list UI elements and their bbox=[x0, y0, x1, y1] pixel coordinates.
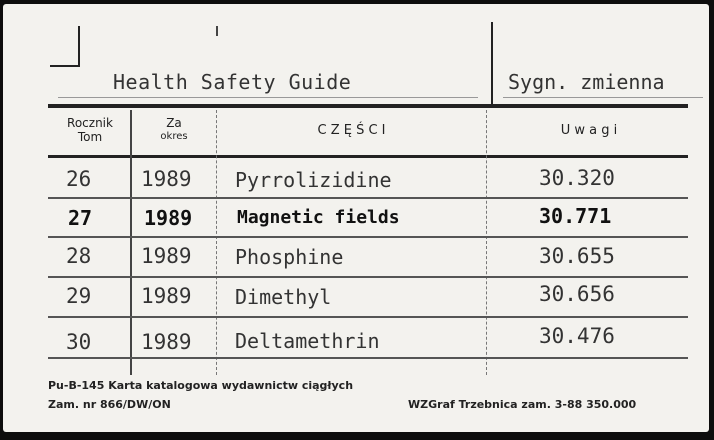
table-row-za: 1989 bbox=[141, 167, 192, 191]
footer-printer: WZGraf Trzebnica zam. 3-88 350.000 bbox=[408, 398, 637, 411]
table-row-rocznik: 27 bbox=[68, 206, 93, 230]
header-top-rule bbox=[48, 104, 688, 108]
table-row-rocznik: 28 bbox=[66, 244, 92, 268]
table-row-rocznik: 26 bbox=[66, 167, 92, 191]
table-row-uwagi: 30.771 bbox=[539, 204, 612, 228]
header-rocznik-line2: Tom bbox=[77, 130, 103, 144]
footer-form-label: Pu-B-145 Karta katalogowa wydawnictw ciągłych bbox=[48, 379, 354, 392]
table-row-za: 1989 bbox=[141, 330, 192, 354]
col-divider-3 bbox=[486, 110, 487, 375]
card-title: Health Safety Guide bbox=[113, 70, 352, 94]
table-row-za: 1989 bbox=[141, 284, 192, 308]
title-underline bbox=[58, 97, 478, 98]
header-rocznik-line1: Rocznik bbox=[67, 116, 113, 130]
row-rule-1 bbox=[48, 197, 688, 199]
table-row-za: 1989 bbox=[141, 244, 192, 268]
header-za-line2: okres bbox=[160, 131, 188, 142]
corner-mark-base bbox=[50, 65, 80, 67]
table-row-za: 1989 bbox=[144, 206, 193, 230]
table-row-czesci: Pyrrolizidine bbox=[235, 168, 392, 192]
sygnatura-underline bbox=[503, 97, 703, 98]
header-uwagi: U w a g i bbox=[560, 123, 618, 138]
catalog-card bbox=[3, 4, 709, 432]
table-row-uwagi: 30.320 bbox=[539, 166, 615, 190]
header-czesci: C Z Ę Ś C I bbox=[317, 123, 386, 138]
row-rule-4 bbox=[48, 316, 688, 318]
footer-order-number: Zam. nr 866/DW/ON bbox=[48, 398, 171, 411]
row-rule-3 bbox=[48, 276, 688, 278]
sygnatura-divider bbox=[491, 22, 493, 106]
table-row-rocznik: 29 bbox=[66, 284, 92, 308]
row-rule-2 bbox=[48, 236, 688, 238]
table-row-uwagi: 30.655 bbox=[539, 244, 615, 268]
tick-mark bbox=[216, 26, 218, 36]
table-row-czesci: Phosphine bbox=[235, 245, 344, 269]
table-row-rocznik: 30 bbox=[66, 330, 92, 354]
col-divider-1 bbox=[130, 110, 132, 375]
table-row-uwagi: 30.476 bbox=[539, 324, 615, 348]
corner-mark bbox=[78, 26, 80, 66]
header-za bbox=[133, 116, 215, 144]
col-divider-2 bbox=[216, 110, 217, 375]
table-row-czesci: Deltamethrin bbox=[235, 329, 380, 353]
table-row-uwagi: 30.656 bbox=[539, 282, 615, 306]
sygnatura-label: Sygn. zmienna bbox=[508, 70, 665, 94]
header-bottom-rule bbox=[48, 155, 688, 158]
header-rocznik bbox=[51, 116, 129, 144]
table-row-czesci: Dimethyl bbox=[235, 285, 332, 309]
table-row-czesci: Magnetic fields bbox=[237, 207, 400, 228]
header-za-line1: Za bbox=[166, 116, 182, 130]
row-rule-5 bbox=[48, 357, 688, 359]
